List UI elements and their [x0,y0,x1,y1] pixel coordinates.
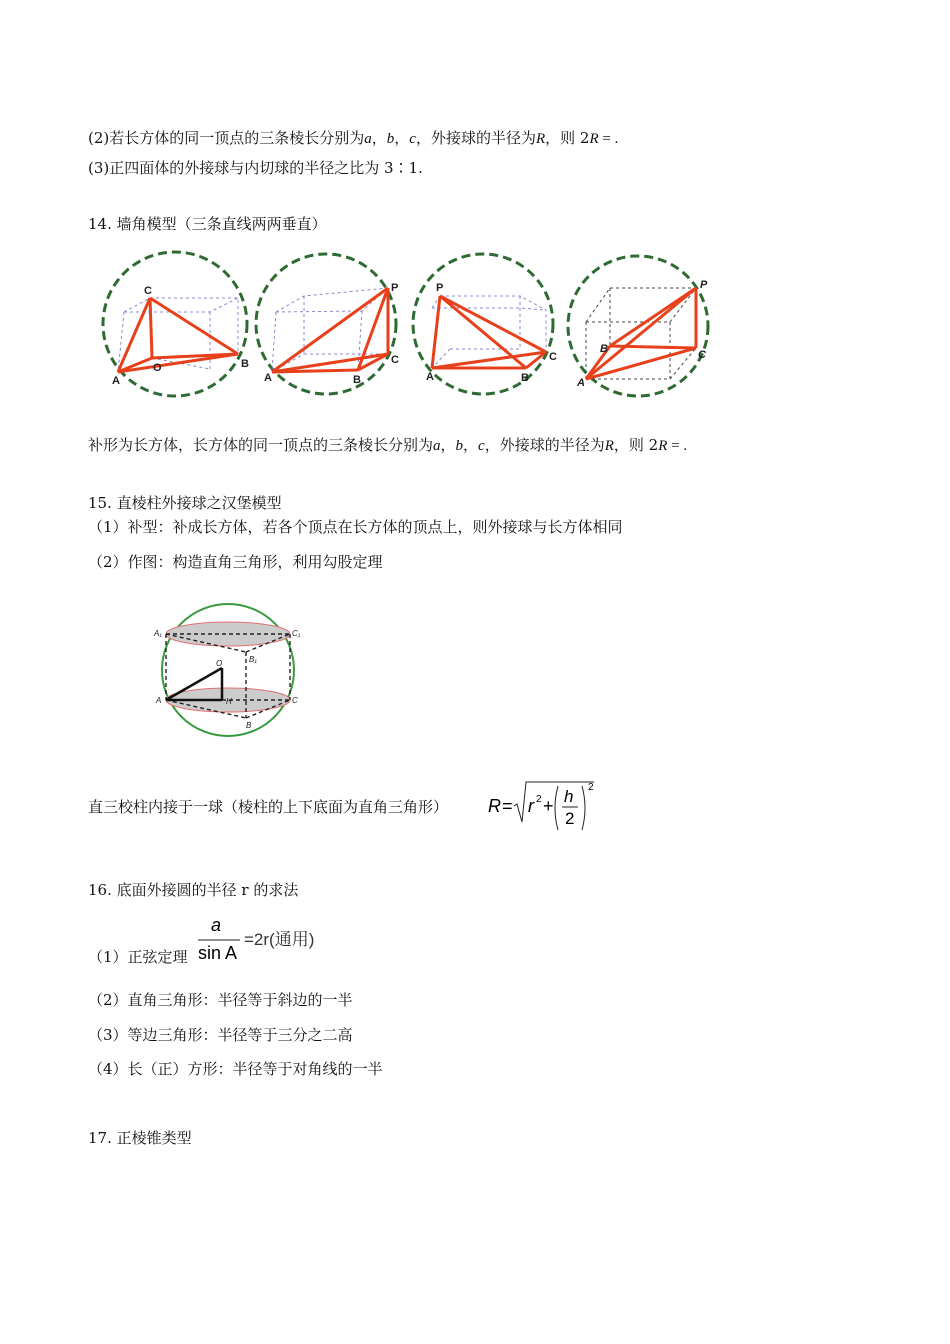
section-15-p2: （2）作图：构造直角三角形，利用勾股定理 [88,553,383,571]
vertex-label: A [426,371,434,383]
vertex-label: P [700,279,708,291]
vertex-label: B [600,343,608,355]
item-3-text: (3)正四面体的外接球与内切球的半径之比为 3∶1. [88,159,423,177]
box-edges [432,296,546,368]
section-14-title: 14. 墙角模型（三条直线两两垂直） [88,215,327,233]
item-2-text [88,128,618,149]
item-2-prefix: (2)若长方体的同一顶点的三条棱长分别为 [88,129,365,147]
point-label: C [292,696,298,705]
var-R: R [535,131,546,147]
item-2-tail: = . [598,131,619,147]
sep: ， [371,129,387,147]
var-R: R [604,438,614,454]
formula-outer-sq: 2 [588,782,594,793]
point-label: A [156,696,162,705]
corner-figure-3 [413,254,557,394]
var-b: b [455,438,464,454]
tetra-edges [432,296,546,368]
circumsphere [103,252,247,396]
section-16-title: 16. 底面外接圆的半径 r 的求法 [88,881,299,899]
point-label: B [246,721,252,730]
sine-den: sin A [198,943,238,963]
vertex-label: C [144,285,152,297]
vertex-label: A [112,375,120,387]
formula-R: R [488,796,501,816]
method-2: （2）直角三角形：半径等于斜边的一半 [88,991,353,1009]
vertex-label: C [549,351,557,363]
sep: ， [463,436,479,454]
method-3: （3）等边三角形：半径等于三分之二高 [88,1026,353,1044]
vertex-label: B [241,358,249,370]
sine-num: a [211,915,222,935]
tetra-edges [118,298,238,372]
formula-plus: + [543,796,554,816]
box-edges [118,298,238,372]
vertex-label: P [391,282,399,294]
sep: ， [440,436,456,454]
sine-rhs: =2r(通用) [244,930,315,949]
method-4: （4）长（正）方形：半径等于对角线的一半 [88,1060,383,1078]
var-c: c [478,438,485,454]
vertex-label: O [153,362,162,374]
section-17-title: 17. 正棱锥类型 [88,1129,192,1147]
vertex-label: B [521,372,529,384]
hamburger-model-figure [150,600,310,744]
point-label: H [226,697,232,706]
formula-eq: = [502,796,513,816]
var-a: a [433,438,441,454]
vertex-label: A [577,377,585,389]
formula-h: h [564,787,574,806]
vertex-label: P [436,282,444,294]
vertex-label: B [353,374,361,386]
tetra-edges [272,288,388,372]
var-R: R [589,131,599,147]
circumradius-formula [486,776,602,834]
var-c: c [409,131,416,147]
vertex-label: C [698,349,706,361]
var-R: R [658,438,668,454]
section-15-p1: （1）补型：补成长方体，若各个顶点在长方体的顶点上，则外接球与长方体相同 [88,518,623,536]
point-label: C₁ [292,629,301,638]
formula-r: r [528,796,534,816]
vertex-label: C [391,354,399,366]
tetra-edges [586,288,696,379]
var-a: a [364,131,372,147]
corner-model-figures [100,236,720,408]
method-1-label: （1）正弦定理 [88,948,188,966]
vertex-label: A [264,372,272,384]
corner-figure-2 [256,254,399,394]
var-b: b [386,131,395,147]
sine-law-formula [196,912,356,966]
formula-two: 2 [565,809,575,828]
desc-mid: ，外接球的半径为 [484,436,605,454]
item-2-then: ，则 2 [545,129,590,147]
corner-figure-1 [103,252,249,396]
formula-r-sq: 2 [536,794,542,805]
point-label: B₁ [249,655,257,664]
section-15-formula-text: 直三校柱内接于一球（棱柱的上下底面为直角三角形） [88,798,449,816]
section-15-title: 15. 直棱柱外接球之汉堡模型 [88,494,282,512]
item-2-mid: ，外接球的半径为 [415,129,536,147]
point-label: A₁ [154,629,162,638]
left-paren [555,786,558,830]
right-paren [582,786,585,830]
point-label: O [216,659,223,668]
sqrt-sign [514,782,594,822]
corner-figure-4 [568,256,708,396]
circumsphere [413,254,553,394]
desc-then: ，则 2 [613,436,659,454]
desc-tail: = . [667,438,688,454]
section-14-desc [88,435,687,456]
desc-prefix: 补形为长方体，长方体的同一顶点的三条棱长分别为 [88,436,434,454]
sep: ， [394,129,410,147]
